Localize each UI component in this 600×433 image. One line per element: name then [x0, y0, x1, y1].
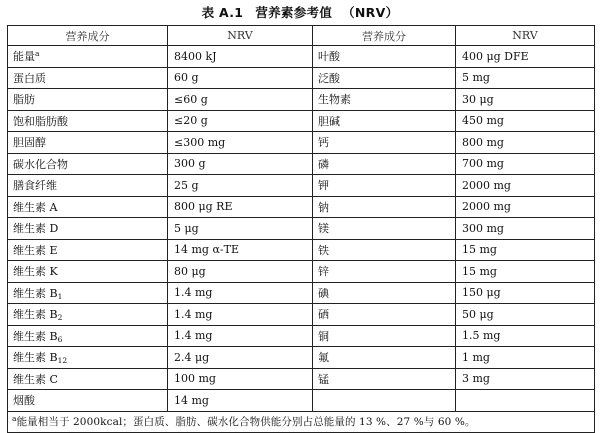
nrv-value: 400 μg DFE: [456, 46, 595, 68]
nutrient-name: 维生素 B: [13, 308, 58, 322]
nutrient-name: 维生素 A: [13, 200, 58, 214]
nutrient-name: 钙: [313, 132, 456, 154]
nutrient-name: 维生素 B: [13, 351, 58, 365]
nutrient-name: 膳食纤维: [13, 179, 57, 193]
nrv-value: 15 mg: [456, 239, 595, 261]
nrv-value: 800 mg: [456, 132, 595, 154]
table-row: [8, 175, 595, 197]
nutrient-name-cell: [8, 218, 168, 240]
nrv-value: 1 mg: [456, 347, 595, 369]
nutrient-name-cell: [8, 67, 168, 89]
nutrient-name-cell: [8, 261, 168, 283]
nrv-value: 5 μg: [168, 218, 313, 240]
nutrient-name: 叶酸: [313, 46, 456, 68]
nutrient-name: 维生素 B: [13, 286, 58, 300]
table-row: [8, 67, 595, 89]
nrv-value: 300 g: [168, 153, 313, 175]
nrv-value: 80 μg: [168, 261, 313, 283]
caption-abbreviation: （NRV）: [342, 5, 399, 20]
table-row: [8, 110, 595, 132]
footnote-marker: a: [12, 414, 17, 424]
nutrient-subscript: 12: [57, 356, 68, 366]
nutrient-name-cell: [8, 175, 168, 197]
nrv-table: [7, 25, 595, 433]
nutrient-name: 维生素 E: [13, 243, 58, 257]
header-nrv-left: NRV: [168, 26, 313, 46]
nrv-value: 100 mg: [168, 368, 313, 390]
table-row: [8, 132, 595, 154]
nutrient-name: 胆固醇: [13, 136, 46, 150]
table-caption: [0, 3, 600, 23]
nutrient-name-cell: [8, 196, 168, 218]
nutrient-name: 碳水化合物: [13, 157, 68, 171]
nutrient-name: 泛酸: [313, 67, 456, 89]
nutrient-name: 烟酸: [13, 394, 35, 408]
table-row: [8, 239, 595, 261]
nrv-value: 2000 mg: [456, 175, 595, 197]
nrv-value: 2000 mg: [456, 196, 595, 218]
nrv-value: ≤20 g: [168, 110, 313, 132]
nutrient-subscript: 1: [57, 291, 63, 301]
table-row: [8, 347, 595, 369]
nutrient-name: 磷: [313, 153, 456, 175]
nutrient-name-cell: [8, 239, 168, 261]
table-row: [8, 282, 595, 304]
header-nutrient-left: 营养成分: [8, 26, 168, 46]
nutrient-name: 锌: [313, 261, 456, 283]
nutrient-name: 能量: [13, 50, 35, 64]
nutrient-name-cell: [8, 110, 168, 132]
nutrient-name-cell: [8, 89, 168, 111]
nutrient-name: 钾: [313, 175, 456, 197]
nutrient-name: [313, 390, 456, 412]
nrv-value: 1.4 mg: [168, 304, 313, 326]
nutrient-name-cell: [8, 132, 168, 154]
footnote-row: [8, 411, 595, 433]
nrv-value: 450 mg: [456, 110, 595, 132]
table-row: [8, 261, 595, 283]
nrv-value: 14 mg: [168, 390, 313, 412]
nrv-value: ≤60 g: [168, 89, 313, 111]
nutrient-name-cell: [8, 390, 168, 412]
nrv-value: 1.5 mg: [456, 325, 595, 347]
nrv-value: 2.4 μg: [168, 347, 313, 369]
caption-title: 营养素参考值: [255, 5, 333, 20]
header-nrv-right: NRV: [456, 26, 595, 46]
nrv-value: 800 μg RE: [168, 196, 313, 218]
nutrient-name: 生物素: [313, 89, 456, 111]
nutrient-name-cell: [8, 347, 168, 369]
nutrient-name: 胆碱: [313, 110, 456, 132]
nrv-value: 300 mg: [456, 218, 595, 240]
footnote-text: 能量相当于 2000kcal；蛋白质、脂肪、碳水化合物供能分别占总能量的 13 %、27 %与 60 %。: [16, 416, 476, 429]
nutrient-name: 铜: [313, 325, 456, 347]
header-nutrient-right: 营养成分: [313, 26, 456, 46]
table-row: [8, 325, 595, 347]
nutrient-name: 维生素 K: [13, 265, 58, 279]
nutrient-name: 锰: [313, 368, 456, 390]
nutrient-name-cell: [8, 325, 168, 347]
nrv-value: [456, 390, 595, 412]
footnote-reference: a: [35, 49, 40, 59]
nutrient-name: 硒: [313, 304, 456, 326]
table-row: [8, 153, 595, 175]
nrv-value: 14 mg α-TE: [168, 239, 313, 261]
nutrient-name: 碘: [313, 282, 456, 304]
nrv-value: ≤300 mg: [168, 132, 313, 154]
nrv-value: 30 μg: [456, 89, 595, 111]
table-row: [8, 218, 595, 240]
nutrient-name-cell: [8, 46, 168, 68]
table-body: [8, 46, 595, 412]
table-row: [8, 89, 595, 111]
nrv-value: 60 g: [168, 67, 313, 89]
nrv-value: 25 g: [168, 175, 313, 197]
nutrient-name: 蛋白质: [13, 71, 46, 85]
nutrient-name: 维生素 C: [13, 372, 58, 386]
table-row: [8, 368, 595, 390]
table-row: [8, 304, 595, 326]
nrv-value: 50 μg: [456, 304, 595, 326]
nutrient-name: 氟: [313, 347, 456, 369]
nutrient-name-cell: [8, 282, 168, 304]
nutrient-name: 镁: [313, 218, 456, 240]
nrv-value: 700 mg: [456, 153, 595, 175]
nutrient-subscript: 2: [57, 313, 63, 323]
nrv-value: 8400 kJ: [168, 46, 313, 68]
nrv-value: 150 μg: [456, 282, 595, 304]
nutrient-subscript: 6: [57, 334, 63, 344]
nrv-value: 3 mg: [456, 368, 595, 390]
nutrient-name-cell: [8, 368, 168, 390]
nutrient-name: 维生素 B: [13, 329, 58, 343]
nutrient-name: 脂肪: [13, 93, 35, 107]
nutrient-name: 钠: [313, 196, 456, 218]
nrv-value: 1.4 mg: [168, 325, 313, 347]
table-row: [8, 196, 595, 218]
header-row: [8, 26, 595, 46]
caption-number: 表 A.1: [201, 5, 244, 20]
nutrient-name: 维生素 D: [13, 222, 59, 236]
nrv-value: 1.4 mg: [168, 282, 313, 304]
table-row: [8, 390, 595, 412]
nutrient-name-cell: [8, 153, 168, 175]
nutrient-name: 饱和脂肪酸: [13, 114, 68, 128]
nrv-value: 5 mg: [456, 67, 595, 89]
nutrient-name: 铁: [313, 239, 456, 261]
table-row: [8, 46, 595, 68]
nutrient-name-cell: [8, 304, 168, 326]
nrv-value: 15 mg: [456, 261, 595, 283]
table-footnote: [8, 411, 595, 433]
